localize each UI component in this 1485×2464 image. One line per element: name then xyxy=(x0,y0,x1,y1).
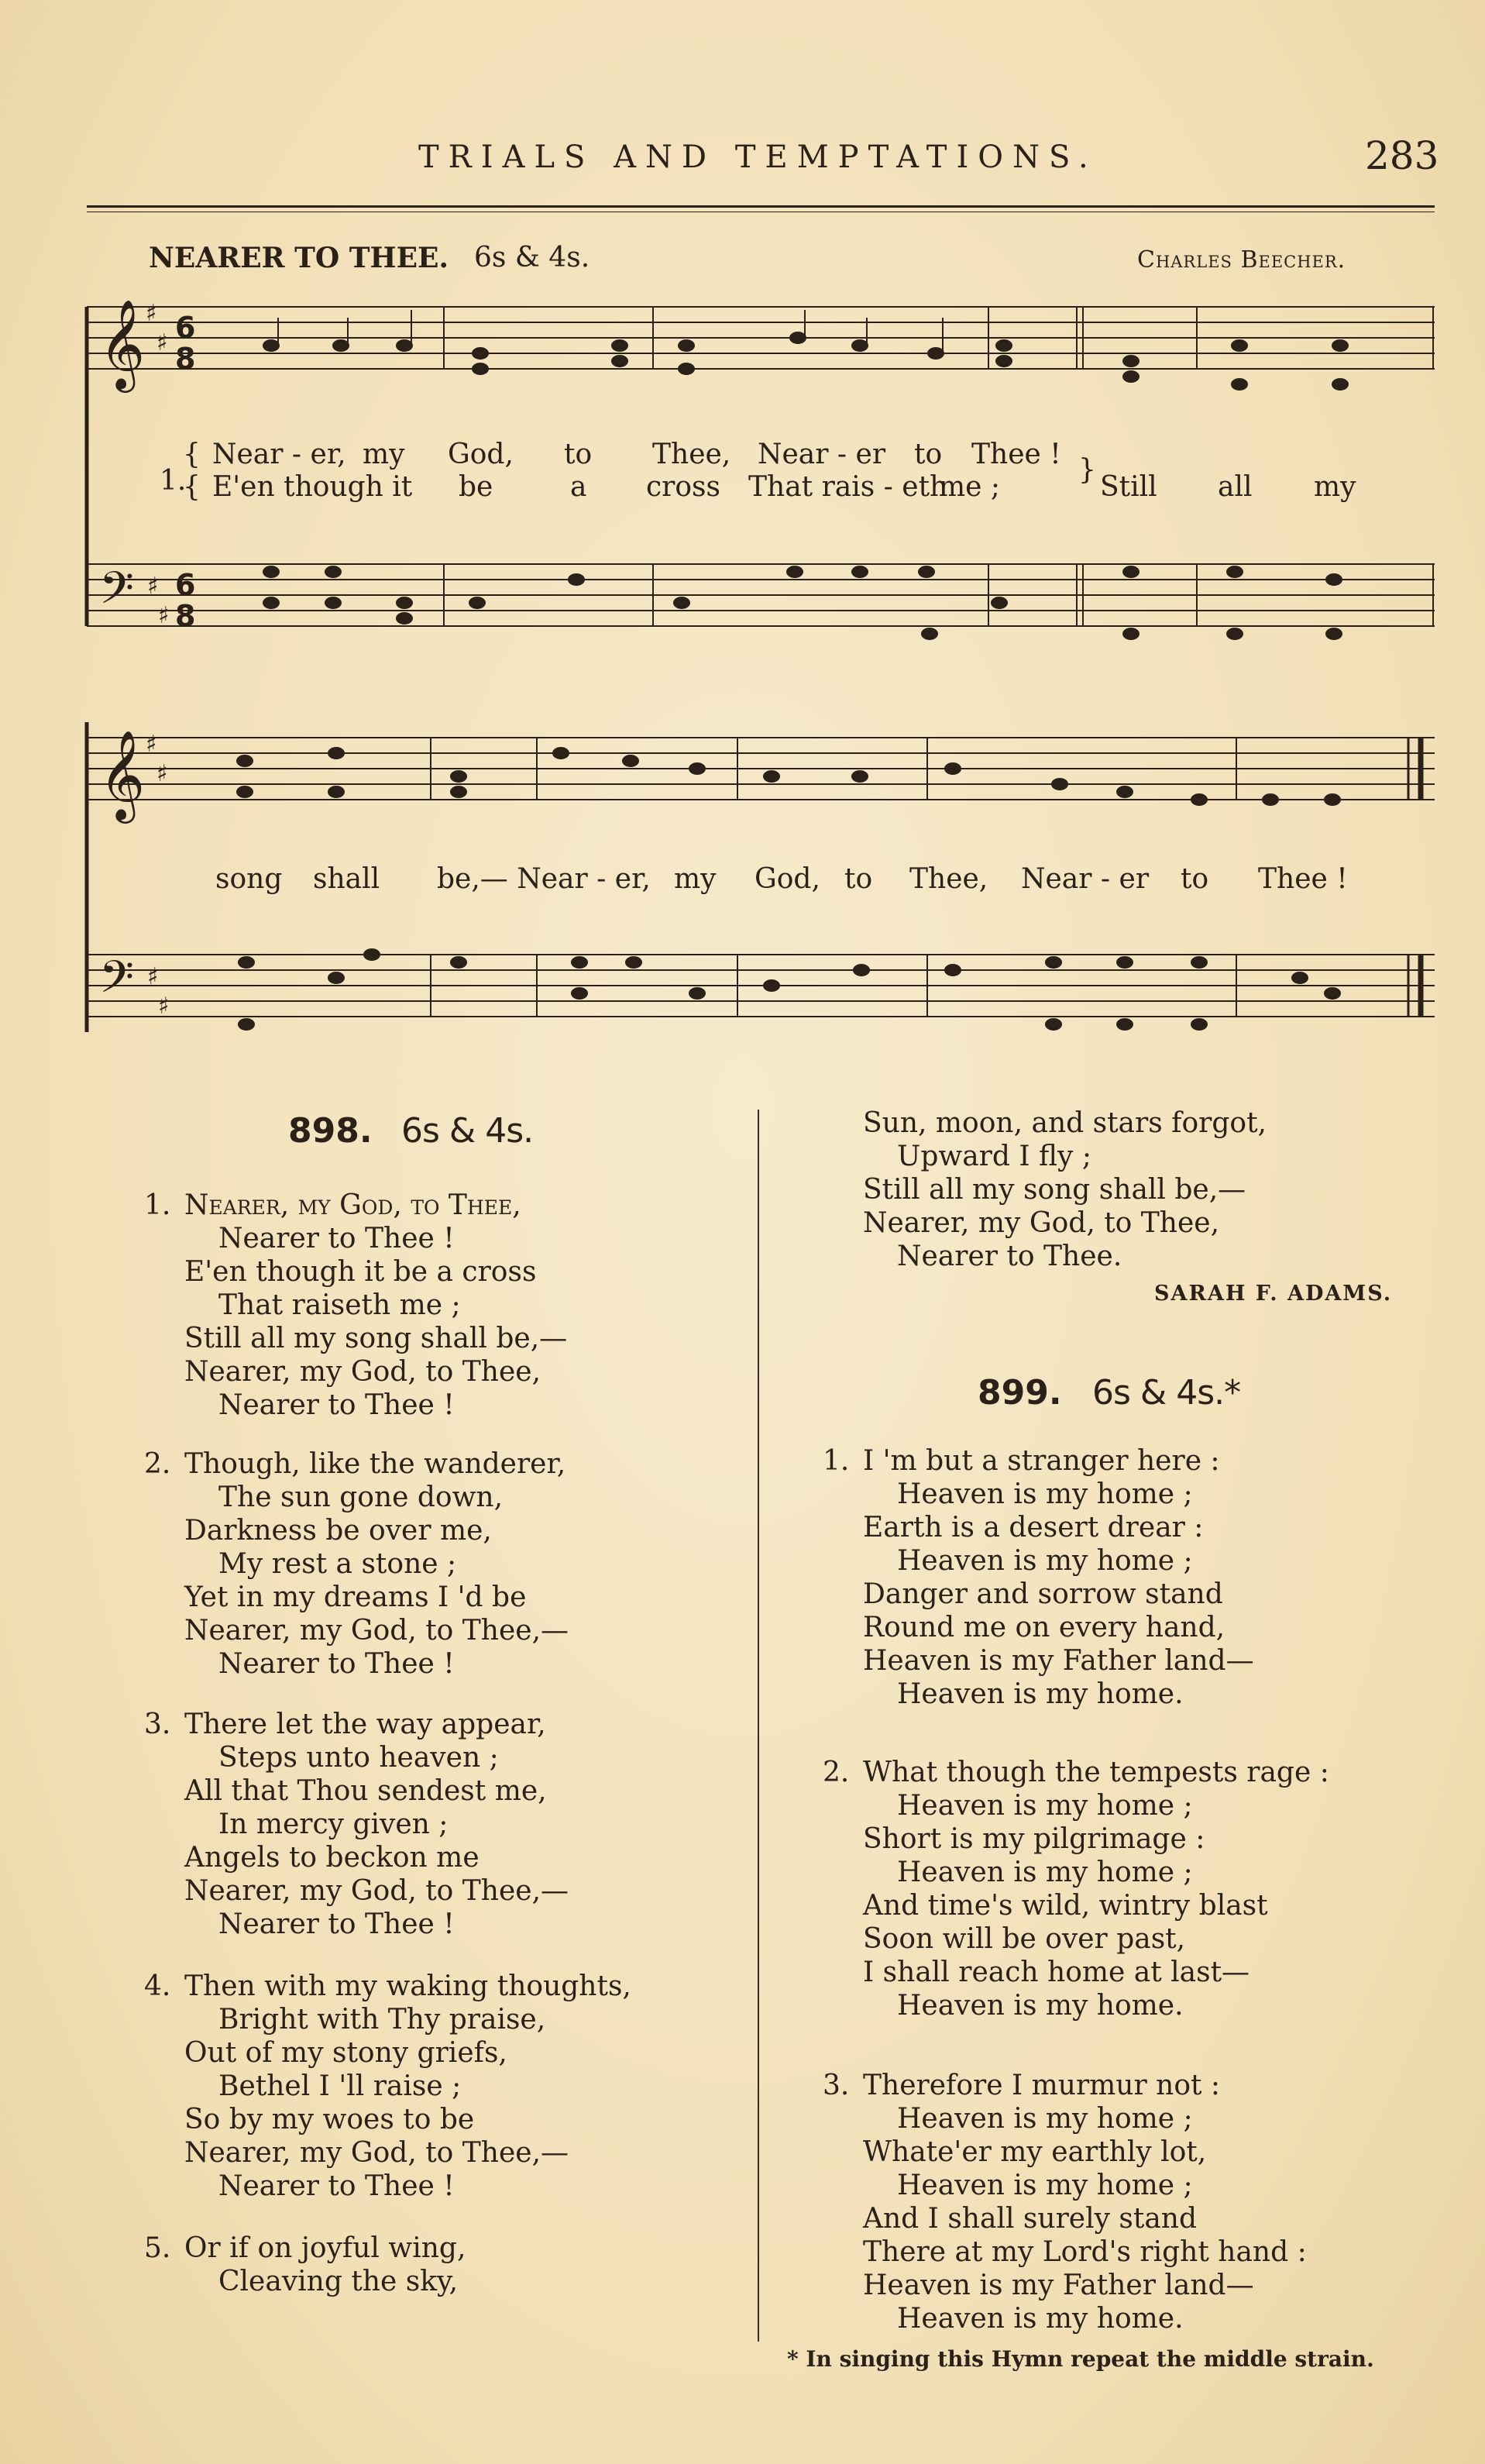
lyric: shall xyxy=(313,863,380,895)
staff-treble-1 xyxy=(87,307,1435,369)
lyric: Still xyxy=(1100,471,1157,503)
svg-text:♯: ♯ xyxy=(146,300,157,327)
svg-text:8: 8 xyxy=(175,342,196,376)
lyric: all xyxy=(1218,471,1253,503)
lyric: be,— Near - er, xyxy=(437,863,651,895)
page-number: 283 xyxy=(1365,133,1439,178)
staff-treble-2 xyxy=(87,738,1435,800)
tune-title: NEARER TO THEE. xyxy=(149,242,449,274)
svg-text:♯: ♯ xyxy=(147,573,159,600)
lyric: That rais - eth xyxy=(748,471,948,503)
lyric: Thee ! xyxy=(1258,863,1348,895)
composer: Charles Beecher. xyxy=(1137,246,1346,274)
lyric: God, xyxy=(448,439,514,470)
lyric: Near - er xyxy=(1021,863,1150,895)
svg-text:♯: ♯ xyxy=(146,731,157,758)
running-head: TRIALS AND TEMPTATIONS. xyxy=(418,139,1098,175)
stanza: 1. I 'm but a stranger here : Heaven is my home ; Earth is a desert drear : Heaven is my home ; Danger and sorrow stand Round me on every hand, Heaven is my Father land— Heaven is my home. xyxy=(823,1445,1254,1710)
footnote: * In singing this Hymn repeat the middle strain. xyxy=(787,2346,1374,2372)
lyric: cross xyxy=(646,471,720,503)
stanza: 3. There let the way appear, Steps unto heaven ; All that Thou sendest me, In mercy given ; Angels to beckon me Nearer, my God, to Thee,— Nearer to Thee ! xyxy=(144,1709,569,1940)
svg-text:♯: ♯ xyxy=(156,329,168,356)
hymn-author: SARAH F. ADAMS. xyxy=(1154,1282,1393,1306)
stanza: 3. Therefore I murmur not : Heaven is my home ; Whate'er my earthly lot, Heaven is my home ; And I shall surely stand There at my Lord's right hand : Heaven is my Father land— Heaven is my home. xyxy=(823,2070,1307,2335)
treble-clef: 𝄞 xyxy=(99,729,146,820)
lyric: my xyxy=(674,863,717,895)
svg-text:6: 6 xyxy=(175,311,196,345)
stanza: 5. Or if on joyful wing, Cleaving the sky, xyxy=(144,2232,466,2297)
stanza: 4. Then with my waking thoughts, Bright with Thy praise, Out of my stony griefs, Bethel I 'll raise ; So by my woes to be Nearer, my God, to Thee,— Nearer to Thee ! xyxy=(144,1970,631,2202)
lyric: Near - er xyxy=(758,439,886,470)
hymn-meter: 6s & 4s. xyxy=(401,1111,534,1151)
lyric: to xyxy=(1181,863,1209,895)
svg-text:6: 6 xyxy=(175,568,196,602)
notes-treble-2 xyxy=(237,748,1340,805)
svg-text:8: 8 xyxy=(175,599,196,633)
stanza: 1. Nearer, my God, to Thee, Nearer to Thee ! E'en though it be a cross That raiseth me ; Still all my song shall be,— Nearer, my God, to Thee, Nearer to Thee ! xyxy=(144,1189,568,1421)
lyric: be xyxy=(459,471,493,503)
lyric: E'en though it xyxy=(212,471,413,503)
svg-text:♯: ♯ xyxy=(156,760,168,787)
tune-meter: 6s & 4s. xyxy=(474,242,590,274)
stanza: 2. Though, like the wanderer, The sun gone down, Darkness be over me, My rest a stone ; Yet in my dreams I 'd be Nearer, my God, to Thee,— Nearer to Thee ! xyxy=(144,1448,569,1680)
lyric: my xyxy=(1314,471,1356,503)
svg-text:♯: ♯ xyxy=(147,963,159,990)
lyric: a xyxy=(570,471,587,503)
lyric: Thee ! xyxy=(971,439,1061,470)
score-verse-number: 1. xyxy=(160,465,187,497)
hymn-number: 899. xyxy=(978,1373,1062,1413)
notes-bass-2 xyxy=(239,949,1340,1030)
lyric: song xyxy=(215,863,283,895)
svg-text:♯: ♯ xyxy=(158,993,170,1020)
column-divider xyxy=(758,1110,759,2342)
bass-clef: 𝄢 xyxy=(99,951,135,1014)
lyric: me ; xyxy=(939,471,1001,503)
svg-text:♯: ♯ xyxy=(158,602,170,629)
music-score xyxy=(0,0,1485,1085)
hymn-number: 898. xyxy=(288,1111,373,1151)
lyric: to xyxy=(564,439,593,470)
lyric: to xyxy=(914,439,943,470)
staff-bass-2 xyxy=(87,955,1435,1017)
lyric: God, xyxy=(755,863,820,895)
lyric: my xyxy=(363,439,405,470)
lyric: Thee, xyxy=(909,863,988,895)
bass-clef: 𝄢 xyxy=(99,562,135,625)
hymn-meter: 6s & 4s.* xyxy=(1092,1373,1241,1413)
lyric: Near - er, xyxy=(212,439,346,470)
lyric: to xyxy=(844,863,873,895)
lyric: Thee, xyxy=(652,439,731,470)
treble-clef: 𝄞 xyxy=(99,298,146,389)
notes-bass-1 xyxy=(263,566,1342,639)
stanza-continued: Sun, moon, and stars forgot, Upward I fly ; Still all my song shall be,— Nearer, my God, to Thee, Nearer to Thee. xyxy=(863,1107,1267,1272)
hymnal-page: TRIALS AND TEMPTATIONS. 283 NEARER TO THEE. 6s & 4s. Charles Beecher. 𝄞 𝄞 𝄢 𝄢 ♯ ♯ ♯ ♯ ♯ ♯ ♯ ♯ 6 8 6 8 1. { Near - er, my God, to Thee, Near - er to Thee ! { E'en though it be a cross That rais - eth me ; } Still all my song shall be,— Near - er, my God, to Thee, Near - er to Thee ! 898. 6s & 4s. 1. Nearer, my God, to Thee, Nearer to Thee ! E'en though it be a cross That raiseth me ; Still all my song shall be,— Nearer, my God, to Thee, Nearer to Thee ! 2. Though, like the wanderer, The sun gone down, Darkness be over me, My rest a stone ; Yet in my dreams I 'd be Nearer, my God, to Thee,— Nearer to Thee ! 3. There let the way appear, Steps unto heaven ; All that Thou sendest me, In mercy given ; Angels to beckon me Nearer, my God, to Thee,— Nearer to Thee ! 4. Then with my waking thoughts, Bright with Thy praise, Out of my stony griefs, Bethel I 'll raise ; So by my woes to be Nearer, my God, to Thee,— Nearer to Thee ! 5. Or if on joyful wing, Cleaving the sky, Sun, moon, and stars forgot, Upward I fly ; Still all my song shall be,— Nearer, my God, to Thee, Nearer to Thee. SARAH F. ADAMS. 899. 6s & 4s.* 1. I 'm but a stranger here : Heaven is my home ; Earth is a desert drear : Heaven is my home ; Danger and sorrow stand Round me on every hand, Heaven is my Father land— Heaven is my home. 2. What though the tempests rage : Heaven is my home ; Short is my pilgrimage : Heaven is my home ; And time's wild, wintry blast Soon will be over past, I shall reach home at last— Heaven is my home. 3. Therefore I murmur not : Heaven is my home ; Whate'er my earthly lot, Heaven is my home ; And I shall surely stand There at my Lord's right hand : Heaven is my Father land— Heaven is my home. * In singing this Hymn repeat the middle strain. xyxy=(0,0,1485,2464)
stanza: 2. What though the tempests rage : Heaven is my home ; Short is my pilgrimage : Heaven is my home ; And time's wild, wintry blast Soon will be over past, I shall reach home at last— Heaven is my home. xyxy=(823,1757,1329,2022)
